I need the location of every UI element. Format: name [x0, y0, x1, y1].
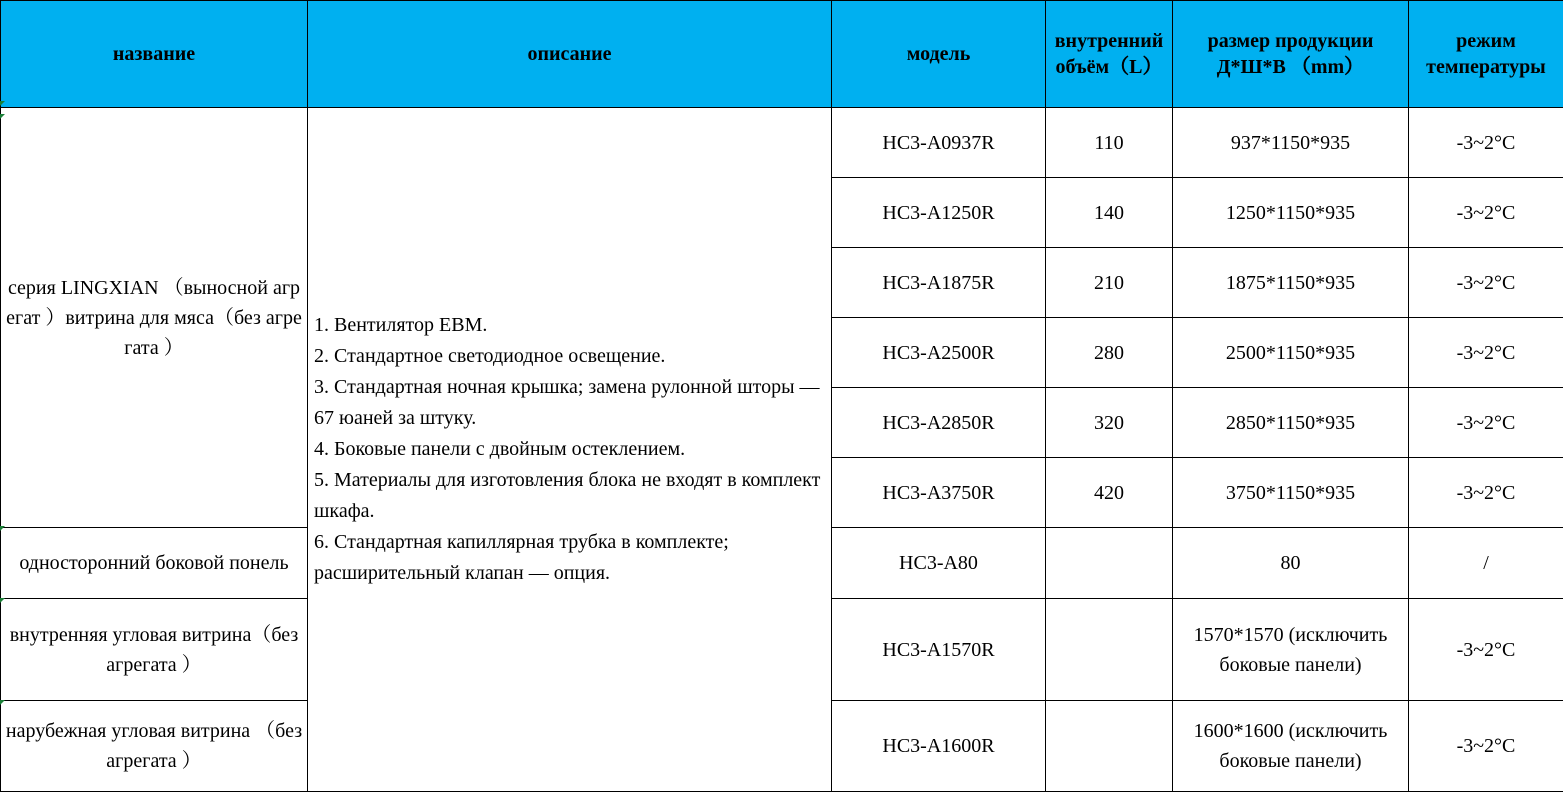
temp-cell: -3~2°C [1409, 388, 1563, 458]
header-temp: режим температуры [1409, 1, 1563, 108]
model-cell: HC3-A1250R [832, 178, 1046, 248]
description-item: 6. Стандартная капиллярная трубка в комплекте; расширительный клапан — опция. [314, 527, 825, 589]
description-item: 5. Материалы для изготовления блока не входят в комплект шкафа. [314, 465, 825, 527]
volume-cell: 110 [1046, 108, 1173, 178]
model-cell: HC3-A1600R [832, 701, 1046, 792]
cell-comment-marker [0, 114, 5, 119]
group-outer-corner: нарубежная угловая витрина （без агрегата ） [1, 701, 308, 792]
size-cell: 2850*1150*935 [1173, 388, 1409, 458]
volume-cell [1046, 599, 1173, 701]
temp-cell: -3~2°C [1409, 248, 1563, 318]
size-cell: 1875*1150*935 [1173, 248, 1409, 318]
header-model: модель [832, 1, 1046, 108]
size-cell: 1250*1150*935 [1173, 178, 1409, 248]
size-cell: 80 [1173, 528, 1409, 599]
model-cell: HC3-A1875R [832, 248, 1046, 318]
model-cell: HC3-A80 [832, 528, 1046, 599]
temp-cell: -3~2°C [1409, 108, 1563, 178]
header-row [1, 1, 1563, 108]
header-size: размер продукции Д*Ш*В （mm） [1173, 1, 1409, 108]
header-name: название [1, 1, 308, 108]
size-cell: 1570*1570 (исключить боковые панели) [1173, 599, 1409, 701]
cell-comment-marker [0, 101, 5, 106]
description-cell [308, 108, 832, 792]
volume-cell [1046, 701, 1173, 792]
group-inner-corner: внутренняя угловая витрина（без агрегата ） [1, 599, 308, 701]
header-volume: внутренний объём（L） [1046, 1, 1173, 108]
volume-cell [1046, 528, 1173, 599]
size-cell: 3750*1150*935 [1173, 458, 1409, 528]
group-side-panel: односторонний боковой понель [1, 528, 308, 599]
size-cell: 1600*1600 (исключить боковые панели) [1173, 701, 1409, 792]
table-row [1, 108, 1563, 178]
header-description: описание [308, 1, 832, 108]
temp-cell: -3~2°C [1409, 178, 1563, 248]
temp-cell: -3~2°C [1409, 599, 1563, 701]
description-item: 1. Вентилятор EBM. [314, 310, 825, 341]
model-cell: HC3-A3750R [832, 458, 1046, 528]
volume-cell: 320 [1046, 388, 1173, 458]
model-cell: HC3-A1570R [832, 599, 1046, 701]
temp-cell: -3~2°C [1409, 458, 1563, 528]
size-cell: 2500*1150*935 [1173, 318, 1409, 388]
description-item: 4. Боковые панели с двойным остеклением. [314, 434, 825, 465]
temp-cell: -3~2°C [1409, 701, 1563, 792]
volume-cell: 210 [1046, 248, 1173, 318]
description-item: 3. Стандартная ночная крышка; замена рулонной шторы — 67 юаней за штуку. [314, 372, 825, 434]
description-list [314, 310, 825, 589]
description-item: 2. Стандартное светодиодное освещение. [314, 341, 825, 372]
volume-cell: 420 [1046, 458, 1173, 528]
temp-cell: / [1409, 528, 1563, 599]
size-cell: 937*1150*935 [1173, 108, 1409, 178]
model-cell: HC3-A0937R [832, 108, 1046, 178]
temp-cell: -3~2°C [1409, 318, 1563, 388]
model-cell: HC3-A2850R [832, 388, 1046, 458]
cell-comment-marker [0, 598, 5, 603]
group-lingxian: серия LINGXIAN （выносной агрегат ）витрина для мяса（без агрегата ） [1, 108, 308, 528]
model-cell: HC3-A2500R [832, 318, 1046, 388]
volume-cell: 280 [1046, 318, 1173, 388]
cell-comment-marker [0, 700, 5, 705]
cell-comment-marker [0, 526, 5, 531]
volume-cell: 140 [1046, 178, 1173, 248]
